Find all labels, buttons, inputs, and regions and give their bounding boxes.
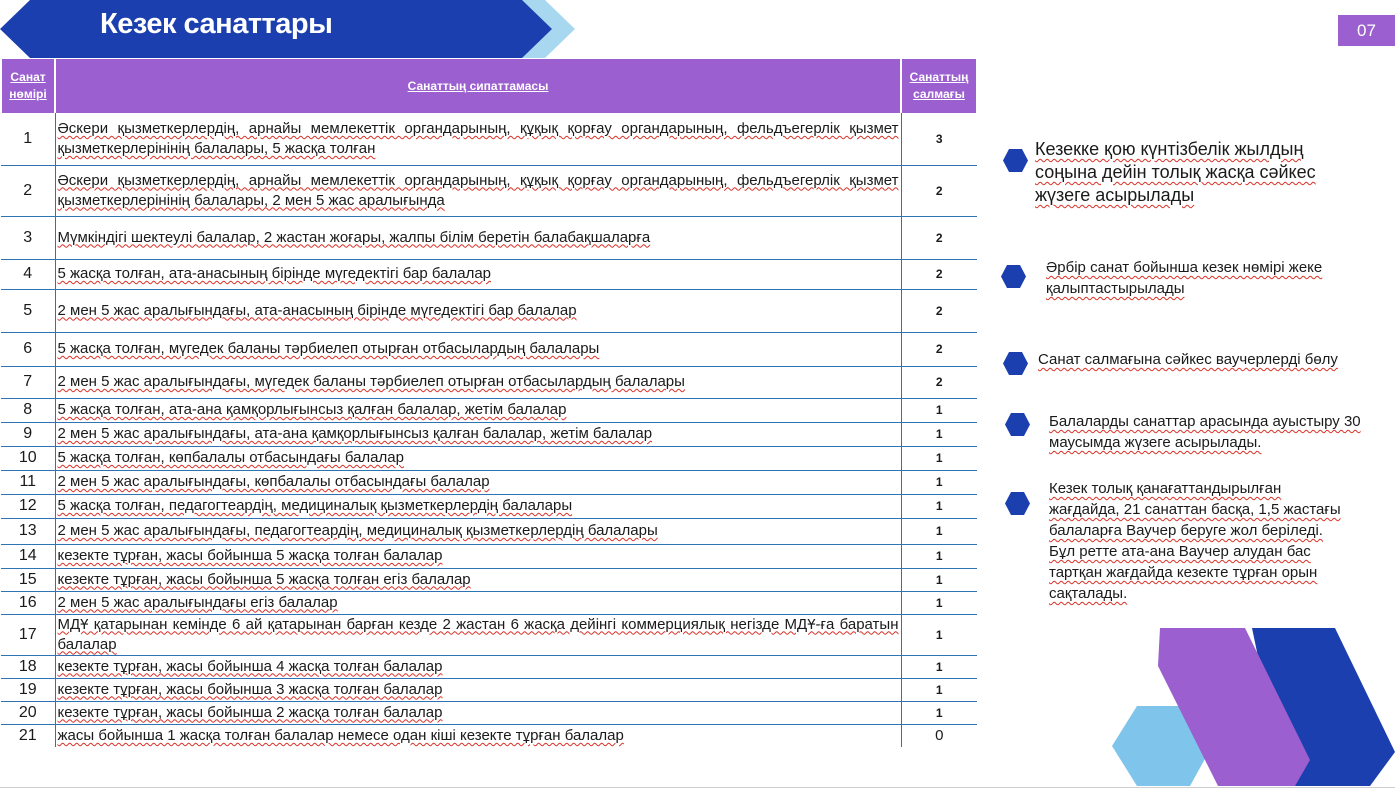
category-description xyxy=(55,614,901,655)
category-weight: 2 xyxy=(901,332,977,366)
category-weight: 1 xyxy=(901,568,977,591)
category-description-text: кезекте тұрған, жасы бойынша 5 жасқа толған балалар xyxy=(57,547,443,564)
category-weight: 0 xyxy=(935,726,944,744)
category-weight: 1 xyxy=(901,544,977,568)
note-text-content: Кезек толық қанағаттандырылған жағдайда, 21 санаттан басқа, 1,5 жастағы балаларға Ваучер беруге жол беріледі. Бұл ретте ата-ана Ваучер алудан бас тартқан жағдайда кезекте тұрған орын сақталады. xyxy=(1049,480,1341,602)
bullet-hexagon-icon xyxy=(1001,265,1026,288)
table-row xyxy=(1,724,977,747)
category-description xyxy=(55,568,901,591)
category-number: 16 xyxy=(1,591,55,614)
category-description-text: 5 жасқа толған, ата-ана қамқорлығынсыз қалған балалар, жетім балалар xyxy=(57,401,567,418)
category-description xyxy=(55,422,901,446)
table-row xyxy=(1,568,977,591)
note-text xyxy=(1035,138,1365,207)
note-text-content: Кезекке қою күнтізбелік жылдың соңына дейін толық жасқа сәйкес жүзеге асырылады xyxy=(1035,139,1316,205)
category-weight: 1 xyxy=(901,446,977,470)
category-description xyxy=(55,724,901,747)
category-weight: 1 xyxy=(901,470,977,494)
note-text xyxy=(1046,257,1366,299)
category-weight: 1 xyxy=(901,518,977,544)
category-weight: 3 xyxy=(901,113,977,165)
bullet-hexagon-icon xyxy=(1003,149,1028,172)
table-row xyxy=(1,165,977,216)
table-row xyxy=(1,113,977,165)
column-header-weight: Санаттың салмағы xyxy=(901,59,977,113)
category-description-text: Әскери қызметкерлердің, арнайы мемлекеттік органдарының, құқық қорғау органдарының, фельдъегерлік қызмет қызметкерлерінінің балалары, 5 жасқа толған xyxy=(57,119,899,157)
category-weight: 1 xyxy=(901,678,977,701)
category-weight: 2 xyxy=(901,216,977,259)
table-row xyxy=(1,216,977,259)
category-number: 18 xyxy=(1,655,55,678)
table-row xyxy=(1,289,977,332)
category-number: 4 xyxy=(1,259,55,289)
category-description-text: 2 мен 5 жас аралығындағы, педагогтеардің, медициналық қызметкерлердің балалары xyxy=(57,522,658,539)
category-description-text: 2 мен 5 жас аралығындағы, көпбалалы отбасындағы балалар xyxy=(57,473,490,490)
column-header-description: Санаттың сипаттамасы xyxy=(55,59,901,113)
category-description xyxy=(55,366,901,398)
category-description-text: кезекте тұрған, жасы бойынша 4 жасқа толған балалар xyxy=(57,657,443,675)
category-number: 12 xyxy=(1,494,55,518)
category-weight: 1 xyxy=(901,655,977,678)
note-text xyxy=(1049,478,1349,604)
table-row xyxy=(1,544,977,568)
category-weight: 1 xyxy=(901,422,977,446)
category-number: 3 xyxy=(1,216,55,259)
table-row xyxy=(1,494,977,518)
category-number: 11 xyxy=(1,470,55,494)
category-description xyxy=(55,678,901,701)
category-description-text: МДҰ қатарынан кемінде 6 ай қатарынан барған кезде 2 жастан 6 жасқа дейінгі коммерциялық негізде МДҰ-ға баратын балалар xyxy=(57,615,899,653)
category-weight: 2 xyxy=(901,289,977,332)
category-description-text: 5 жасқа толған, көпбалалы отбасындағы балалар xyxy=(57,449,404,466)
category-description xyxy=(55,332,901,366)
category-description-text: кезекте тұрған, жасы бойынша 3 жасқа толған балалар xyxy=(57,680,443,698)
category-description xyxy=(55,216,901,259)
category-description xyxy=(55,398,901,422)
category-description-text: кезекте тұрған, жасы бойынша 5 жасқа толған егіз балалар xyxy=(57,570,471,588)
bullet-hexagon-icon xyxy=(1003,352,1028,375)
category-number: 14 xyxy=(1,544,55,568)
category-number: 13 xyxy=(1,518,55,544)
bottom-divider xyxy=(0,787,1395,788)
category-number: 15 xyxy=(1,568,55,591)
note-text-content: Балаларды санаттар арасында ауыстыру 30 маусымда жүзеге асырылады. xyxy=(1049,413,1361,451)
category-number: 21 xyxy=(1,724,55,747)
table-row xyxy=(1,422,977,446)
category-number: 5 xyxy=(1,289,55,332)
category-weight: 2 xyxy=(901,259,977,289)
category-description xyxy=(55,544,901,568)
table-row xyxy=(1,332,977,366)
category-description-text: 5 жасқа толған, ата-анасының бірінде мүгедектігі бар балалар xyxy=(57,265,492,282)
category-number: 2 xyxy=(1,165,55,216)
note-text-content: Әрбір санат бойынша кезек нөмірі жеке қалыптастырылады xyxy=(1046,259,1323,297)
category-description-text: жасы бойынша 1 жасқа толған балалар немесе одан кіші кезекте тұрған балалар xyxy=(57,726,624,744)
category-description-text: 2 мен 5 жас аралығындағы, мүгедек баланы тәрбиелеп отырған отбасылардың балалары xyxy=(57,373,685,390)
category-description xyxy=(55,289,901,332)
category-description xyxy=(55,259,901,289)
category-number: 1 xyxy=(1,113,55,165)
note-text-content: Санат салмағына сәйкес ваучерлерді бөлу xyxy=(1038,351,1338,368)
table-row xyxy=(1,655,977,678)
title-banner xyxy=(0,0,580,60)
column-header-number: Санат нөмірі xyxy=(1,59,55,113)
category-description xyxy=(55,655,901,678)
category-description-text: Әскери қызметкерлердің, арнайы мемлекеттік органдарының, құқық қорғау органдарының, фельдъегерлік қызмет қызметкерлерінінің балалары, 2 мен 5 жас аралығында xyxy=(57,171,899,209)
category-weight: 1 xyxy=(901,591,977,614)
note-text xyxy=(1038,349,1378,370)
category-description xyxy=(55,591,901,614)
category-weight: 2 xyxy=(901,366,977,398)
category-number: 6 xyxy=(1,332,55,366)
category-description xyxy=(55,701,901,724)
bullet-hexagon-icon xyxy=(1005,492,1030,515)
category-number: 20 xyxy=(1,701,55,724)
category-number: 10 xyxy=(1,446,55,470)
category-description-text: 5 жасқа толған, мүгедек баланы тәрбиелеп отырған отбасылардың балалары xyxy=(57,340,600,357)
category-table xyxy=(0,59,978,747)
category-number: 9 xyxy=(1,422,55,446)
category-description xyxy=(55,470,901,494)
table-row xyxy=(1,591,977,614)
category-number: 17 xyxy=(1,614,55,655)
category-description-text: 5 жасқа толған, педагогтеардің, медициналық қызметкерлердің балалары xyxy=(57,497,573,514)
category-description xyxy=(55,113,901,165)
table-row xyxy=(1,518,977,544)
category-description-text: 2 мен 5 жас аралығындағы егіз балалар xyxy=(57,593,338,611)
page-title: Кезек санаттары xyxy=(100,8,333,40)
category-description-text: 2 мен 5 жас аралығындағы, ата-ана қамқорлығынсыз қалған балалар, жетім балалар xyxy=(57,425,653,442)
category-weight: 1 xyxy=(901,614,977,655)
table-row xyxy=(1,366,977,398)
category-description-text: кезекте тұрған, жасы бойынша 2 жасқа толған балалар xyxy=(57,703,443,721)
category-description xyxy=(55,518,901,544)
category-weight: 2 xyxy=(901,165,977,216)
category-description-text: 2 мен 5 жас аралығындағы, ата-анасының бірінде мүгедектігі бар балалар xyxy=(57,301,577,319)
bullet-hexagon-icon xyxy=(1005,413,1030,436)
category-description-text: Мүмкіндігі шектеулі балалар, 2 жастан жоғары, жалпы білім беретін балабақшаларға xyxy=(57,228,651,246)
note-text xyxy=(1049,411,1369,453)
category-description xyxy=(55,494,901,518)
category-description xyxy=(55,446,901,470)
category-weight: 1 xyxy=(901,701,977,724)
table-row xyxy=(1,259,977,289)
table-row xyxy=(1,446,977,470)
table-row xyxy=(1,701,977,724)
category-description xyxy=(55,165,901,216)
table-row xyxy=(1,614,977,655)
decorative-hexagons xyxy=(1100,620,1395,788)
category-weight: 1 xyxy=(901,398,977,422)
category-number: 8 xyxy=(1,398,55,422)
table-row xyxy=(1,398,977,422)
table-header-row xyxy=(1,59,977,113)
page-number: 07 xyxy=(1338,15,1395,46)
table-row xyxy=(1,470,977,494)
table-row xyxy=(1,678,977,701)
category-number: 7 xyxy=(1,366,55,398)
category-weight: 1 xyxy=(901,494,977,518)
category-number: 19 xyxy=(1,678,55,701)
